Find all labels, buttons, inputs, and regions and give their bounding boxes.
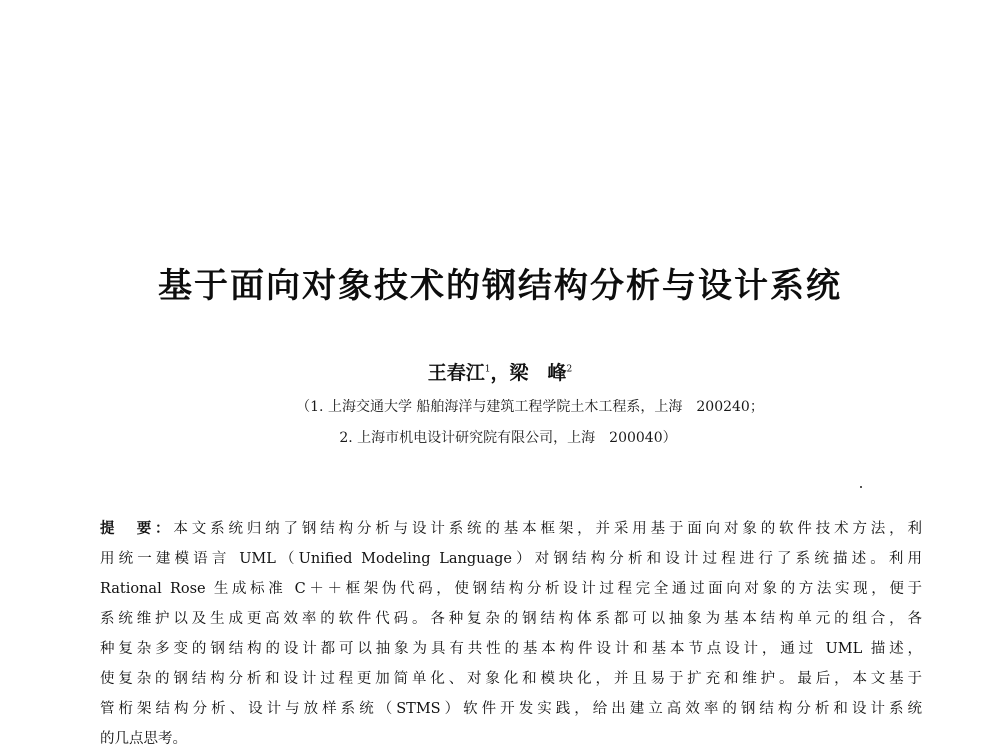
author-line — [0, 358, 1000, 385]
abstract-line: 使复杂的钢结构分析和设计过程更加简单化、对象化和模块化，并且易于扩充和维护。最后，本文基于 — [100, 671, 922, 687]
author-name: 王春江 — [427, 362, 485, 384]
abstract-line: 管桁架结构分析、设计与放样系统（STMS）软件开发实践，给出建立高效率的钢结构分析和设计系统 — [100, 701, 922, 717]
abstract-line: 的几点思考。 — [100, 731, 187, 747]
affiliation-line: （1. 上海交通大学 船舶海洋与建筑工程学院土木工程系，上海 200240； — [296, 399, 764, 415]
author-affiliation-mark: 1 — [484, 364, 491, 375]
author-name: 梁 峰 — [509, 362, 567, 384]
abstract-line: 用统一建模语言 UML（Unified Modeling Language）对钢结构分析和设计过程进行了系统描述。利用 — [100, 551, 922, 567]
author-affiliation-mark: 2 — [566, 364, 573, 375]
abstract-line: Rational Rose 生成标准 C＋＋框架伪代码，使钢结构分析设计过程完全通过面向对象的方法实现，便于 — [100, 581, 922, 597]
abstract-label: 提 要： — [100, 521, 174, 537]
author-separator: ， — [490, 362, 510, 384]
abstract-line — [100, 514, 922, 544]
paper-title: 基于面向对象技术的钢结构分析与设计系统 — [158, 266, 842, 306]
abstract-text: 本文系统归纳了钢结构分析与设计系统的基本框架，并采用基于面向对象的软件技术方法，利 — [173, 521, 923, 537]
affiliation-line: 2. 上海市机电设计研究院有限公司，上海 200040） — [339, 430, 677, 446]
scan-speck — [860, 486, 862, 488]
abstract-block — [100, 514, 922, 754]
abstract-line: 系统维护以及生成更高效率的软件代码。各种复杂的钢结构体系都可以抽象为基本结构单元的组合，各 — [100, 611, 922, 627]
abstract-line: 种复杂多变的钢结构的设计都可以抽象为具有共性的基本构件设计和基本节点设计，通过 UML 描述， — [100, 641, 922, 657]
